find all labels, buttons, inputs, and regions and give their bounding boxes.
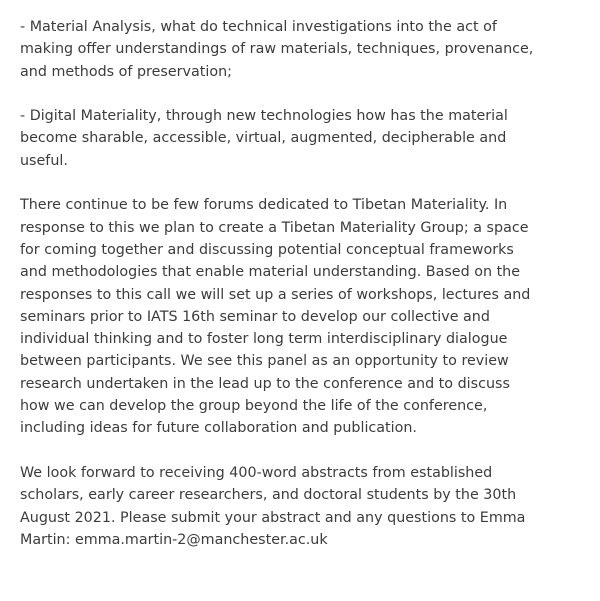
text-line: and methodologies that enable material understanding. Based on the	[20, 264, 521, 281]
paragraph-digital-materiality	[20, 105, 600, 172]
text-line: seminars prior to IATS 16th seminar to develop our collective and	[20, 308, 490, 325]
text-line: There continue to be few forums dedicated to Tibetan Materiality. In	[20, 197, 508, 214]
text-line: Martin: emma.martin-2@manchester.ac.uk	[20, 531, 328, 548]
text-line: how we can develop the group beyond the life of the conference,	[20, 398, 488, 415]
text-line: response to this we plan to create a Tibetan Materiality Group; a space	[20, 219, 529, 236]
text-line: - Digital Materiality, through new technologies how has the material	[20, 108, 508, 125]
text-line: for coming together and discussing potential conceptual frameworks	[20, 241, 514, 258]
text-line: We look forward to receiving 400-word abstracts from established	[20, 464, 493, 481]
text-line: August 2021. Please submit your abstract and any questions to Emma	[20, 509, 526, 526]
paragraph-call-for-abstracts	[20, 462, 600, 551]
text-line: and methods of preservation;	[20, 63, 232, 80]
text-line: scholars, early career researchers, and doctoral students by the 30th	[20, 487, 517, 504]
text-line: become sharable, accessible, virtual, augmented, decipherable and	[20, 130, 507, 147]
text-line: - Material Analysis, what do technical investigations into the act of	[20, 19, 497, 35]
text-line: responses to this call we will set up a series of workshops, lectures and	[20, 286, 531, 303]
text-line: research undertaken in the lead up to the conference and to discuss	[20, 375, 510, 392]
paragraph-material-analysis	[20, 16, 600, 83]
text-line: individual thinking and to foster long term interdisciplinary dialogue	[20, 331, 508, 348]
text-line: making offer understandings of raw materials, techniques, provenance,	[20, 41, 534, 58]
text-line: between participants. We see this panel as an opportunity to review	[20, 353, 509, 370]
text-line: including ideas for future collaboration and publication.	[20, 420, 417, 437]
paragraph-materiality-group	[20, 194, 600, 439]
text-line: useful.	[20, 152, 68, 169]
